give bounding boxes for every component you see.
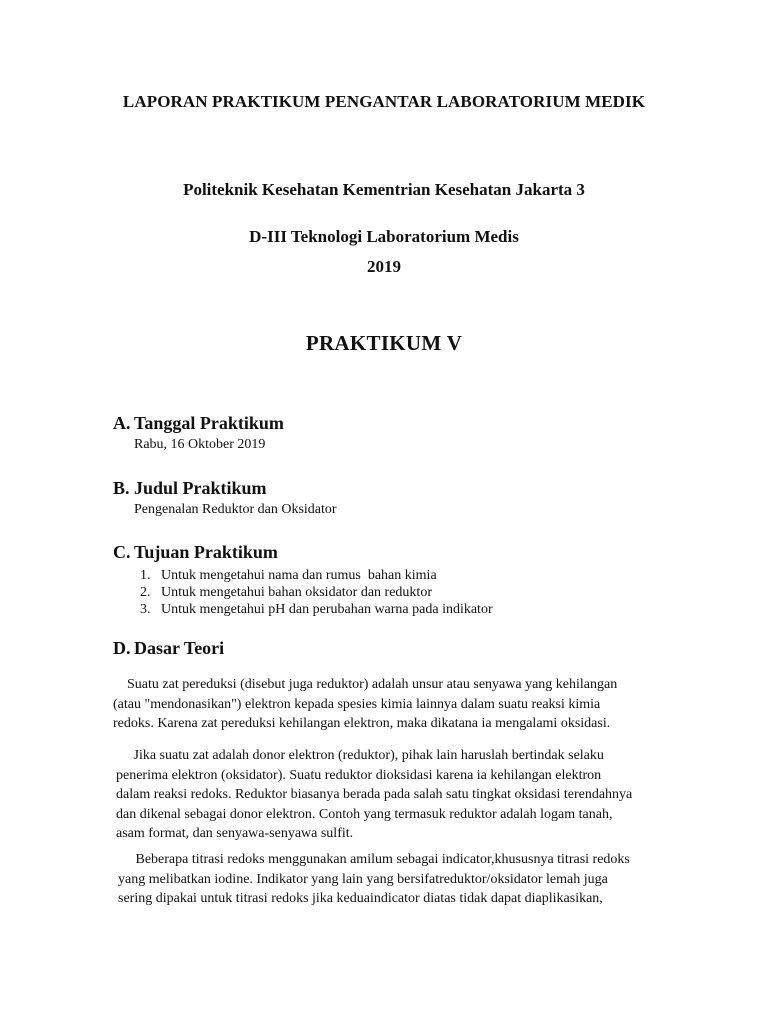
theory-paragraph — [113, 675, 617, 734]
section-letter: B. — [113, 478, 130, 498]
paragraph-line: Beberapa titrasi redoks menggunakan amilum sebagai indicator,khususnya titrasi redoks — [118, 852, 630, 867]
section-title: Judul Praktikum — [134, 478, 267, 498]
section-title: Tujuan Praktikum — [134, 542, 278, 562]
paragraph-line: Jika suatu zat adalah donor elektron (reduktor), pihak lain haruslah bertindak selaku — [116, 748, 604, 763]
section-title: Dasar Teori — [134, 638, 225, 658]
section-heading-judul — [113, 478, 267, 499]
list-number: 1. — [140, 568, 151, 583]
paragraph-line: dalam reaksi redoks. Reduktor biasanya berada pada salah satu tingkat oksidasi terendahnya — [116, 787, 633, 802]
practicum-topic: Pengenalan Reduktor dan Oksidator — [134, 502, 337, 517]
list-number: 3. — [140, 602, 151, 617]
section-heading-tanggal — [113, 413, 284, 434]
section-heading-dasar-teori — [113, 638, 224, 659]
theory-paragraph — [116, 746, 632, 844]
practicum-date: Rabu, 16 Oktober 2019 — [134, 437, 266, 452]
list-item — [140, 584, 493, 601]
paragraph-line: dan dikenal sebagai donor elektron. Contoh yang termasuk reduktor adalah logam tanah, — [116, 806, 613, 822]
paragraph-line: penerima elektron (oksidator). Suatu reduktor dioksidasi karena ia kehilangan elektron — [116, 767, 602, 783]
paragraph-line: (atau "mendonasikan") elektron kepada spesies kimia lainnya dalam suatu reaksi kimia — [113, 696, 601, 712]
section-letter: A. — [113, 413, 131, 433]
list-text: Untuk mengetahui nama dan rumus bahan kimia — [161, 568, 437, 583]
section-letter: D. — [113, 638, 131, 658]
list-text: Untuk mengetahui bahan oksidator dan reduktor — [161, 585, 432, 600]
section-heading-tujuan — [113, 542, 278, 563]
objectives-list — [140, 567, 493, 618]
section-letter: C. — [113, 542, 131, 562]
paragraph-line: yang melibatkan iodine. Indikator yang lain yang bersifatreduktor/oksidator lemah juga — [118, 871, 608, 887]
list-number: 2. — [140, 585, 151, 600]
section-title: Tanggal Praktikum — [134, 413, 284, 433]
report-year: 2019 — [367, 257, 401, 276]
paragraph-line: redoks. Karena zat pereduksi kehilangan elektron, maka dikatana ia mengalami oksidasi. — [113, 716, 611, 731]
theory-paragraph — [118, 850, 630, 909]
list-text: Untuk mengetahui pH dan perubahan warna pada indikator — [161, 602, 493, 617]
study-program: D-III Teknologi Laboratorium Medis — [249, 227, 519, 246]
paragraph-line: sering dipakai untuk titrasi redoks jika keduaindicator diatas tidak dapat diaplikasikan, — [118, 891, 603, 906]
list-item — [140, 601, 493, 618]
practicum-title: PRAKTIKUM V — [305, 331, 463, 355]
paragraph-line: Suatu zat pereduksi (disebut juga reduktor) adalah unsur atau senyawa yang kehilangan — [113, 677, 618, 692]
list-item — [140, 567, 493, 584]
paragraph-line: asam format, dan senyawa-senyawa sulfit. — [116, 826, 354, 841]
institution-name: Politeknik Kesehatan Kementrian Kesehatan Jakarta 3 — [183, 180, 585, 199]
report-title: LAPORAN PRAKTIKUM PENGANTAR LABORATORIUM MEDIK — [122, 92, 646, 111]
